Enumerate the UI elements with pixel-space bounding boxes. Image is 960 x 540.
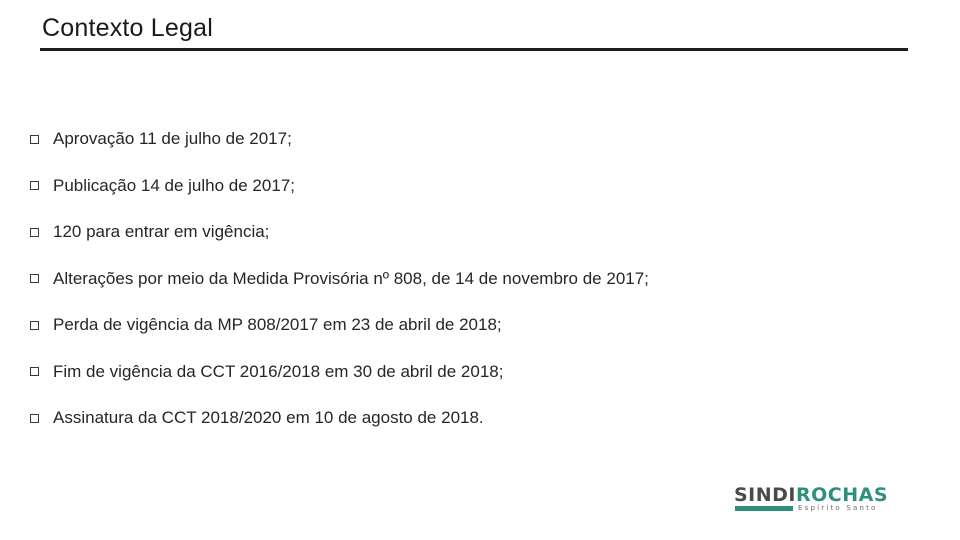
list-item xyxy=(30,163,649,210)
bullet-text: Assinatura da CCT 2018/2020 em 10 de agosto de 2018. xyxy=(53,408,484,428)
bullet-text: Perda de vigência da MP 808/2017 em 23 de abril de 2018; xyxy=(53,315,502,335)
bullet-text: Aprovação 11 de julho de 2017; xyxy=(53,129,292,149)
logo-accent-bar xyxy=(735,506,793,511)
list-item xyxy=(30,256,649,303)
logo-part-rochas: ROCHAS xyxy=(796,484,889,506)
list-item xyxy=(30,302,649,349)
list-item xyxy=(30,395,649,442)
logo-wordmark xyxy=(734,486,888,505)
square-bullet-icon xyxy=(30,135,39,144)
title-underline xyxy=(40,48,908,51)
square-bullet-icon xyxy=(30,414,39,423)
square-bullet-icon xyxy=(30,367,39,376)
square-bullet-icon xyxy=(30,181,39,190)
bullet-list xyxy=(30,116,649,442)
sindirochas-logo xyxy=(734,486,890,514)
list-item xyxy=(30,116,649,163)
bullet-text: Publicação 14 de julho de 2017; xyxy=(53,175,295,195)
list-item xyxy=(30,349,649,396)
bullet-text: Alterações por meio da Medida Provisória nº 808, de 14 de novembro de 2017; xyxy=(53,268,649,288)
list-item xyxy=(30,209,649,256)
bullet-text: 120 para entrar em vigência; xyxy=(53,222,270,242)
square-bullet-icon xyxy=(30,274,39,283)
logo-subtitle: Espírito Santo xyxy=(798,504,878,512)
bullet-text: Fim de vigência da CCT 2016/2018 em 30 de abril de 2018; xyxy=(53,361,504,381)
square-bullet-icon xyxy=(30,228,39,237)
logo-part-sindi: SINDI xyxy=(734,484,796,506)
square-bullet-icon xyxy=(30,321,39,330)
slide-title: Contexto Legal xyxy=(42,14,213,42)
